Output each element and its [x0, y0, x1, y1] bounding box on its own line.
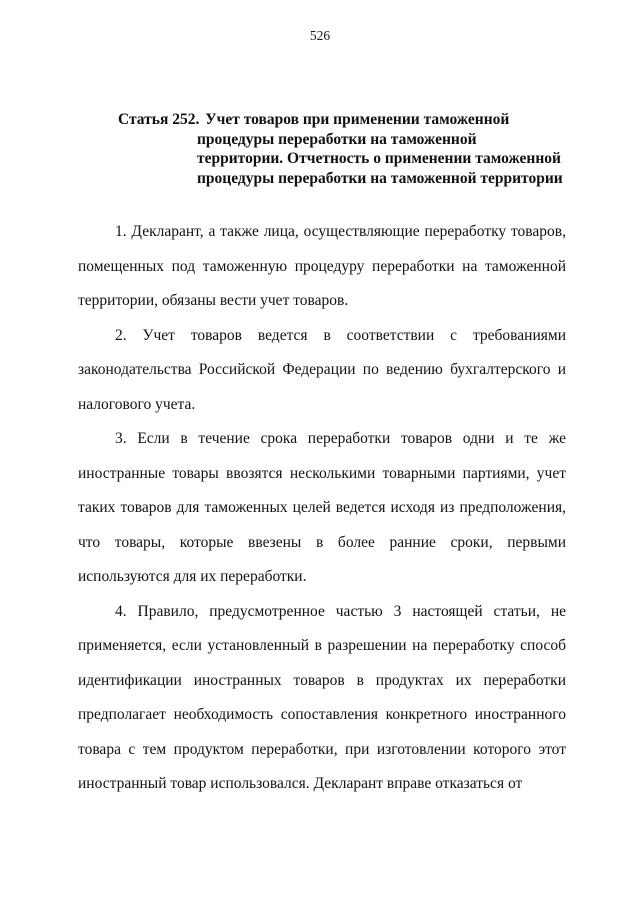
paragraph: 2. Учет товаров ведется в соответствии с требованиями законодательства Российской Федерации по ведению бухгалтерского и налогового учета. — [78, 326, 566, 413]
paragraph: 1. Декларант, а также лица, осуществляющие переработку товаров, помещенных под таможенную процедуру переработки на таможенной территории, обязаны вести учет товаров. — [78, 223, 566, 309]
article-heading-title: Учет товаров при применении таможенной процедуры переработки на таможенной территории. Отчетность о применении таможенной процедуры переработки на таможенной территории — [197, 111, 563, 187]
article-body — [78, 110, 566, 802]
page-number: 526 — [309, 28, 331, 43]
paragraph: 3. Если в течение срока переработки товаров одни и те же иностранные товары ввозятся несколькими товарными партиями, учет таких товаров для таможенных целей ведется исходя из предположения, что товары, которые ввезены в более ранние сроки, первыми используются для их переработки. — [78, 430, 566, 585]
article-heading-label: Статья 252. — [118, 111, 200, 128]
article-heading — [118, 110, 566, 188]
paragraph: 4. Правило, предусмотренное частью 3 настоящей статьи, не применяется, если установленный в разрешении на переработку способ идентификации иностранных товаров в продуктах их переработки предполагает необходимость сопоставления конкретного иностранного товара с тем продуктом переработки, при изготовлении которого этот иностранный товар использовался. Декларант вправе отказаться от — [78, 602, 566, 792]
